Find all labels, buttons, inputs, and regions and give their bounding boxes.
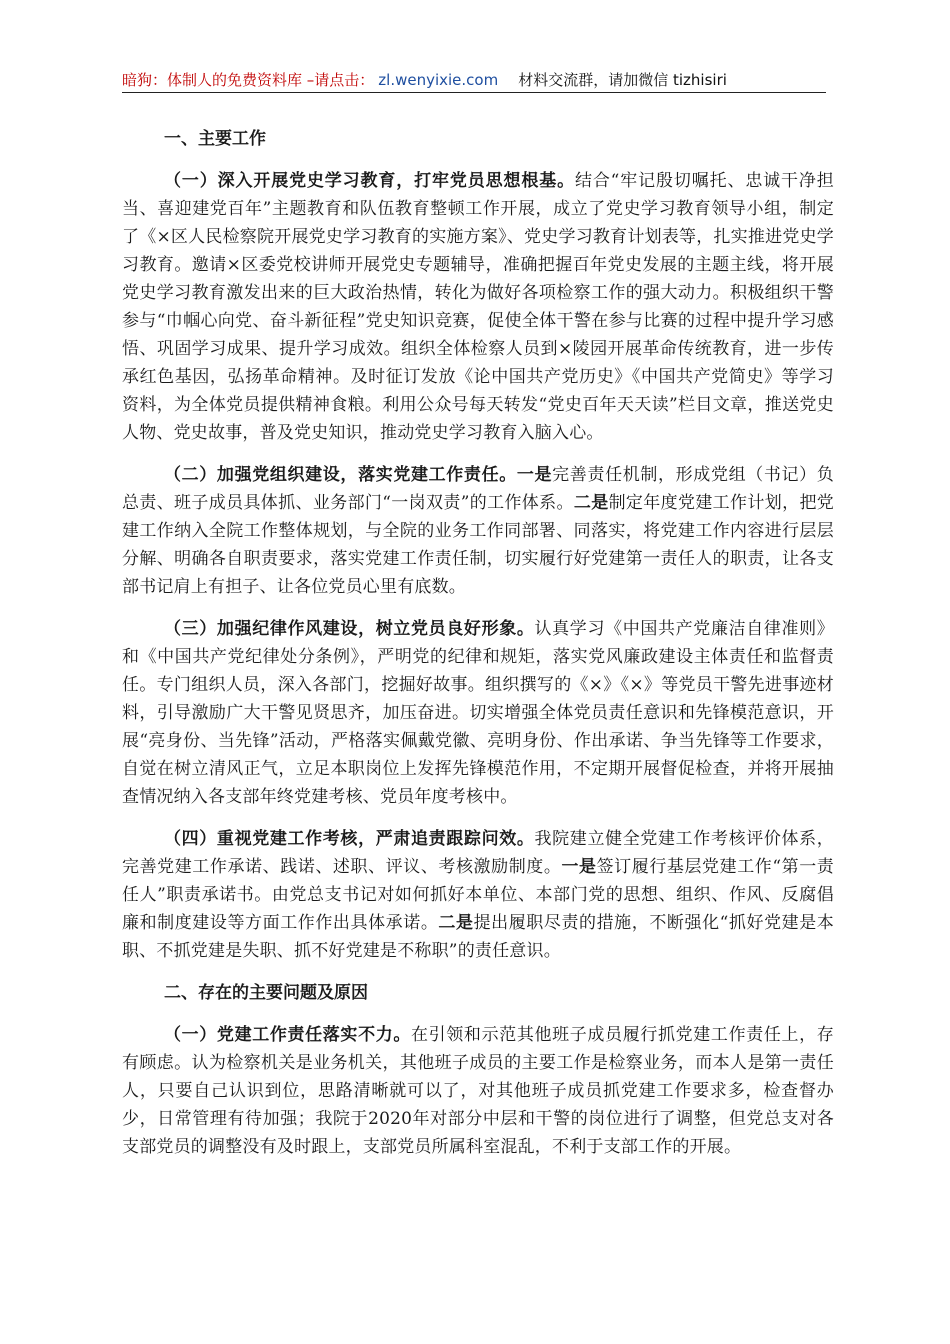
section-heading-main-work: 一、主要工作 [164, 129, 266, 149]
paragraph-body: 在引领和示范其他班子成员履行抓党建工作责任上，存有顾虑。认为检察机关是业务机关，其他班子成员的主要工作是检察业务，而本人是第一责任人，只要自己认识到位，思路清晰就可以了，对其他班子成员抓党建工作要求多，检查督办少，日常管理有待加强；我院于2020年对部分中层和干警的岗位进行了调整，但党总支对各支部党员的调整没有及时跟上，支部党员所属科室混乱，不利于支部工作的开展。 [122, 1025, 834, 1157]
document-body [122, 125, 834, 1161]
keyword-first: 一是 [561, 857, 597, 877]
paragraph-lead: （四）重视党建工作考核，严肃追责跟踪问效。 [164, 829, 535, 849]
header-link[interactable]: zl.wenyixie.com [378, 71, 499, 89]
header-contact: 材料交流群，请加微信 tizhisiri [518, 71, 727, 89]
paragraph-party-organization [122, 461, 834, 601]
paragraph-body: 制定年度党建工作计划，把党建工作纳入全院工作整体规划，与全院的业务工作同部署、同落实，将党建工作内容进行层层分解、明确各自职责要求，落实党建工作责任制，切实履行好党建第一责任人的职责，让各支部书记肩上有担子、让各位党员心里有底数。 [122, 493, 834, 597]
keyword-first: 一是 [516, 465, 553, 485]
paragraph-body: 完善责任机制，形成党组（书记）负总责、班子成员具体抓、业务部门“一岗双责”的工作体系。 [122, 465, 835, 513]
paragraph-lead: （一）党建工作责任落实不力。 [164, 1025, 411, 1045]
paragraph-discipline [122, 615, 834, 811]
paragraph-party-history-education [122, 167, 834, 447]
paragraph-body: 签订履行基层党建工作“第一责任人”职责承诺书。由党总支书记对如何抓好本单位、本部门党的思想、组织、作风、反腐倡廉和制度建设等方面工作作出具体承诺。 [122, 857, 834, 933]
paragraph-lead: （三）加强纪律作风建设，树立党员良好形象。 [164, 619, 535, 639]
keyword-second: 二是 [573, 493, 609, 513]
paragraph-lead: （一）深入开展党史学习教育，打牢党员思想根基。 [164, 171, 575, 191]
paragraph-body: 结合“牢记殷切嘱托、忠诚干净担当、喜迎建党百年”主题教育和队伍教育整顿工作开展，成立了党史学习教育领导小组，制定了《×区人民检察院开展党史学习教育的实施方案》、党史学习教育计划表等，扎实推进党史学习教育。邀请×区委党校讲师开展党史专题辅导，准确把握百年党史发展的主题主线，将开展党史学习教育激发出来的巨大政治热情，转化为做好各项检察工作的强大动力。积极组织干警参与“巾帼心向党、奋斗新征程”党史知识竞赛，促使全体干警在参与比赛的过程中提升学习感悟、巩固学习成果、提升学习成效。组织全体检察人员到×陵园开展革命传统教育，进一步传承红色基因，弘扬革命精神。及时征订发放《论中国共产党历史》《中国共产党简史》等学习资料，为全体党员提供精神食粮。利用公众号每天转发“党史百年天天读”栏目文章，推送党史人物、党史故事，普及党史知识，推动党史学习教育入脑入心。 [122, 171, 834, 443]
paragraph-body: 认真学习《中国共产党廉洁自律准则》和《中国共产党纪律处分条例》，严明党的纪律和规矩，落实党风廉政建设主体责任和监督责任。专门组织人员，深入各部门，挖掘好故事。组织撰写的《×》《×》等党员干警先进事迹材料，引导激励广大干警见贤思齐，加压奋进。切实增强全体党员责任意识和先锋模范意识，开展“亮身份、当先锋”活动，严格落实佩戴党徽、亮明身份、作出承诺、争当先锋等工作要求，自觉在树立清风正气，立足本职岗位上发挥先锋模范作用，不定期开展督促检查，并将开展抽查情况纳入各支部年终党建考核、党员年度考核中。 [122, 619, 835, 807]
paragraph-responsibility-problem [122, 1021, 834, 1161]
page-header [122, 70, 826, 93]
paragraph-body: 我院建立健全党建工作考核评价体系，完善党建工作承诺、践诺、述职、评议、考核激励制度。 [122, 829, 835, 877]
paragraph-lead: （二）加强党组织建设，落实党建工作责任。 [164, 465, 517, 485]
section-heading-problems: 二、存在的主要问题及原因 [164, 983, 368, 1003]
paragraph-body: 提出履职尽责的措施，不断强化“抓好党建是本职、不抓党建是失职、抓不好党建是不称职”的责任意识。 [122, 913, 834, 961]
paragraph-assessment [122, 825, 834, 965]
header-site-name: 暗狗：体制人的免费资料库 –请点击： [122, 71, 375, 89]
keyword-second: 二是 [438, 913, 474, 933]
